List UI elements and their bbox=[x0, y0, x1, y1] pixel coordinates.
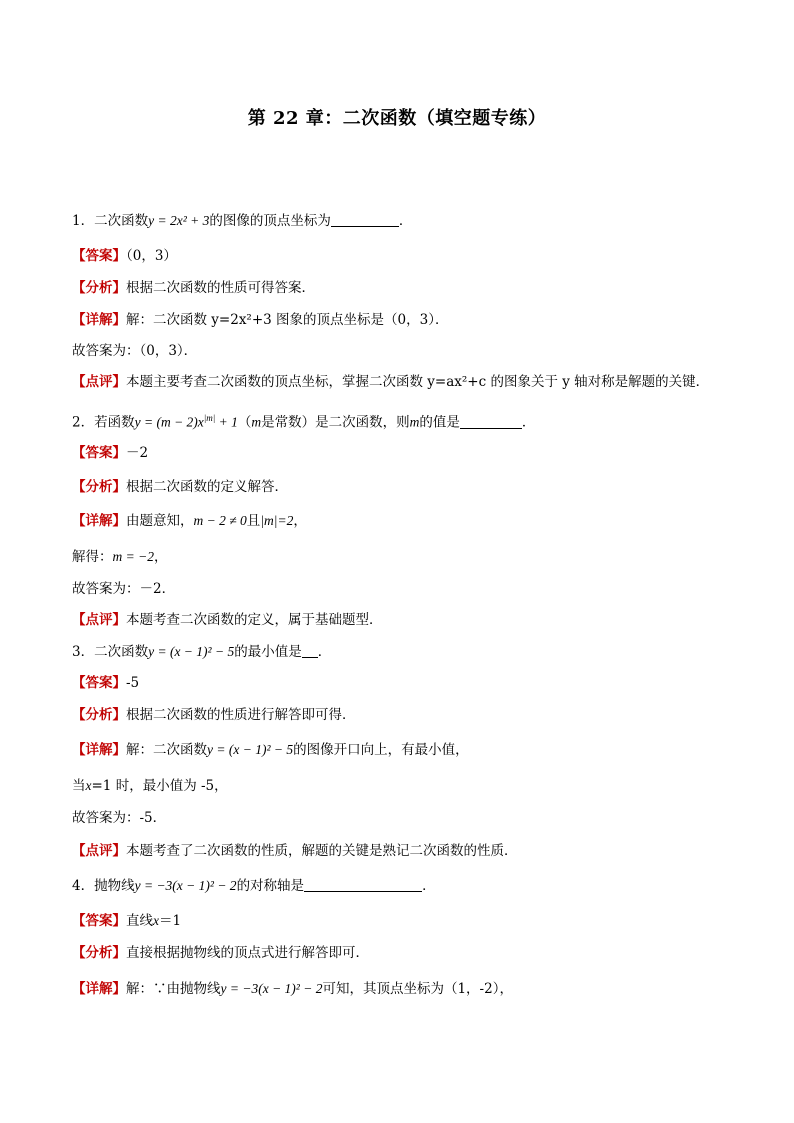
q2-formula-tail: + 1 bbox=[215, 414, 238, 430]
comment-tag: 【点评】 bbox=[72, 374, 126, 390]
analysis-tag: 【分析】 bbox=[72, 280, 126, 296]
q2-comment bbox=[72, 610, 383, 630]
q2-comment-text: 本题考查二次函数的定义，属于基础题型． bbox=[126, 612, 383, 628]
q2-analysis bbox=[72, 477, 288, 497]
q4-detail-end: 可知，其顶点坐标为（1，-2）， bbox=[322, 981, 513, 997]
q4-answer bbox=[72, 911, 181, 931]
q2-text: 是常数）是二次函数，则 bbox=[261, 414, 410, 431]
q3-analysis bbox=[72, 705, 356, 725]
q2-end: ． bbox=[521, 414, 536, 431]
answer-tag: 【答案】 bbox=[72, 675, 126, 691]
question-4 bbox=[72, 876, 436, 896]
detail-tag: 【详解】 bbox=[72, 981, 126, 997]
q4-prefix: 4．抛物线 bbox=[72, 878, 135, 894]
q4-answer-blank bbox=[304, 877, 422, 892]
q4-end: ． bbox=[422, 878, 436, 894]
q2-exponent: |m| bbox=[203, 413, 216, 423]
q1-answer-text: （0，3） bbox=[126, 248, 177, 264]
q4-detail bbox=[72, 979, 513, 999]
q4-answer-text: 直线 bbox=[126, 913, 153, 929]
q3-text: 的最小值是 bbox=[234, 644, 302, 660]
q2-answer bbox=[72, 443, 148, 463]
q1-detail-text: 解：二次函数 y=2x²+3 图象的顶点坐标是（0，3）． bbox=[126, 312, 449, 328]
q4-analysis bbox=[72, 943, 369, 963]
q2-conclusion: 故答案为：－2． bbox=[72, 581, 176, 597]
q3-prefix: 3．二次函数 bbox=[72, 644, 149, 660]
q3-detail bbox=[72, 740, 469, 760]
q1-conclusion: 故答案为：（0，3）． bbox=[72, 343, 198, 359]
q1-comment bbox=[72, 372, 709, 392]
q1-analysis bbox=[72, 278, 315, 298]
q1-end: ． bbox=[398, 213, 413, 229]
detail-tag: 【详解】 bbox=[72, 513, 126, 529]
q2-detail-formula: m − 2 ≠ 0 bbox=[193, 513, 247, 528]
q2-answer-blank bbox=[460, 414, 522, 429]
q2-answer-text: －2 bbox=[126, 445, 149, 461]
comment-tag: 【点评】 bbox=[72, 843, 126, 859]
q2-analysis-text: 根据二次函数的定义解答． bbox=[126, 479, 288, 495]
q4-text: 的对称轴是 bbox=[236, 878, 305, 894]
q3-detail-end: 的图像开口向上，有最小值， bbox=[293, 742, 469, 758]
q1-detail bbox=[72, 310, 448, 330]
q3-when-var: x bbox=[85, 778, 92, 793]
q2-var-m2: m bbox=[409, 414, 420, 430]
answer-tag: 【答案】 bbox=[72, 445, 126, 461]
q1-answer bbox=[72, 246, 177, 266]
q2-solution bbox=[72, 547, 167, 567]
q3-answer-text: -5 bbox=[126, 675, 140, 691]
q2-paren: （ bbox=[237, 414, 252, 431]
q1-text: 的图像的顶点坐标为 bbox=[209, 213, 331, 229]
question-3 bbox=[72, 642, 331, 662]
q2-solution-end: ， bbox=[153, 549, 168, 565]
q2-solution-label: 解得： bbox=[72, 549, 113, 565]
q4-detail-text: 解：∵由抛物线 bbox=[126, 981, 221, 997]
q3-formula: y = (x − 1)² − 5 bbox=[148, 644, 235, 659]
q1-comment-text: 本题主要考查二次函数的顶点坐标，掌握二次函数 y=ax²+c 的图象关于 y 轴对称是解题的关键． bbox=[126, 374, 710, 390]
q3-end: ． bbox=[317, 644, 332, 660]
q3-comment-text: 本题考查了二次函数的性质，解题的关键是熟记二次函数的性质． bbox=[126, 843, 518, 859]
q3-conclusion: 故答案为：-5． bbox=[72, 810, 167, 826]
q4-answer-var: x bbox=[153, 913, 159, 928]
q2-formula: y = (m − 2)x bbox=[134, 414, 204, 430]
q4-analysis-text: 直接根据抛物线的顶点式进行解答即可． bbox=[126, 945, 369, 961]
q2-solution-formula: m = −2 bbox=[112, 549, 154, 564]
analysis-tag: 【分析】 bbox=[72, 479, 126, 495]
q2-detail-mid: 且 bbox=[246, 513, 261, 529]
q3-detail-formula: y = (x − 1)² − 5 bbox=[207, 742, 294, 757]
q2-text2: 的值是 bbox=[419, 414, 460, 431]
page-title: 第 22 章：二次函数（填空题专练） bbox=[247, 108, 547, 129]
comment-tag: 【点评】 bbox=[72, 612, 126, 628]
analysis-tag: 【分析】 bbox=[72, 707, 126, 723]
q3-analysis-text: 根据二次函数的性质进行解答即可得． bbox=[126, 707, 356, 723]
detail-tag: 【详解】 bbox=[72, 742, 126, 758]
q2-detail bbox=[72, 511, 307, 531]
q3-detail-text: 解：二次函数 bbox=[126, 742, 207, 758]
q2-var-m: m bbox=[251, 414, 262, 430]
q2-detail-text: 由题意知， bbox=[126, 513, 194, 529]
answer-tag: 【答案】 bbox=[72, 248, 126, 264]
q4-detail-formula: y = −3(x − 1)² − 2 bbox=[220, 981, 323, 996]
q4-answer-end: ＝1 bbox=[159, 913, 182, 929]
q3-answer-blank bbox=[302, 643, 318, 658]
question-2 bbox=[72, 408, 535, 433]
q3-when-text: =1 时，最小值为 -5， bbox=[91, 778, 228, 794]
q1-analysis-text: 根据二次函数的性质可得答案． bbox=[126, 280, 315, 296]
q3-when-label: 当 bbox=[72, 778, 86, 794]
q3-comment bbox=[72, 841, 518, 861]
analysis-tag: 【分析】 bbox=[72, 945, 126, 961]
q1-formula: y = 2x² + 3 bbox=[148, 213, 210, 228]
q2-detail-end: ， bbox=[293, 513, 307, 529]
q4-formula: y = −3(x − 1)² − 2 bbox=[134, 878, 237, 893]
q2-detail-formula2: |m|=2 bbox=[260, 513, 294, 528]
q1-prefix: 1．二次函数 bbox=[72, 213, 149, 229]
detail-tag: 【详解】 bbox=[72, 312, 126, 328]
q2-prefix: 2．若函数 bbox=[72, 414, 135, 431]
q3-when bbox=[72, 776, 228, 796]
answer-tag: 【答案】 bbox=[72, 913, 126, 929]
question-1 bbox=[72, 211, 412, 231]
q1-answer-blank bbox=[331, 212, 399, 227]
q3-answer bbox=[72, 673, 139, 693]
